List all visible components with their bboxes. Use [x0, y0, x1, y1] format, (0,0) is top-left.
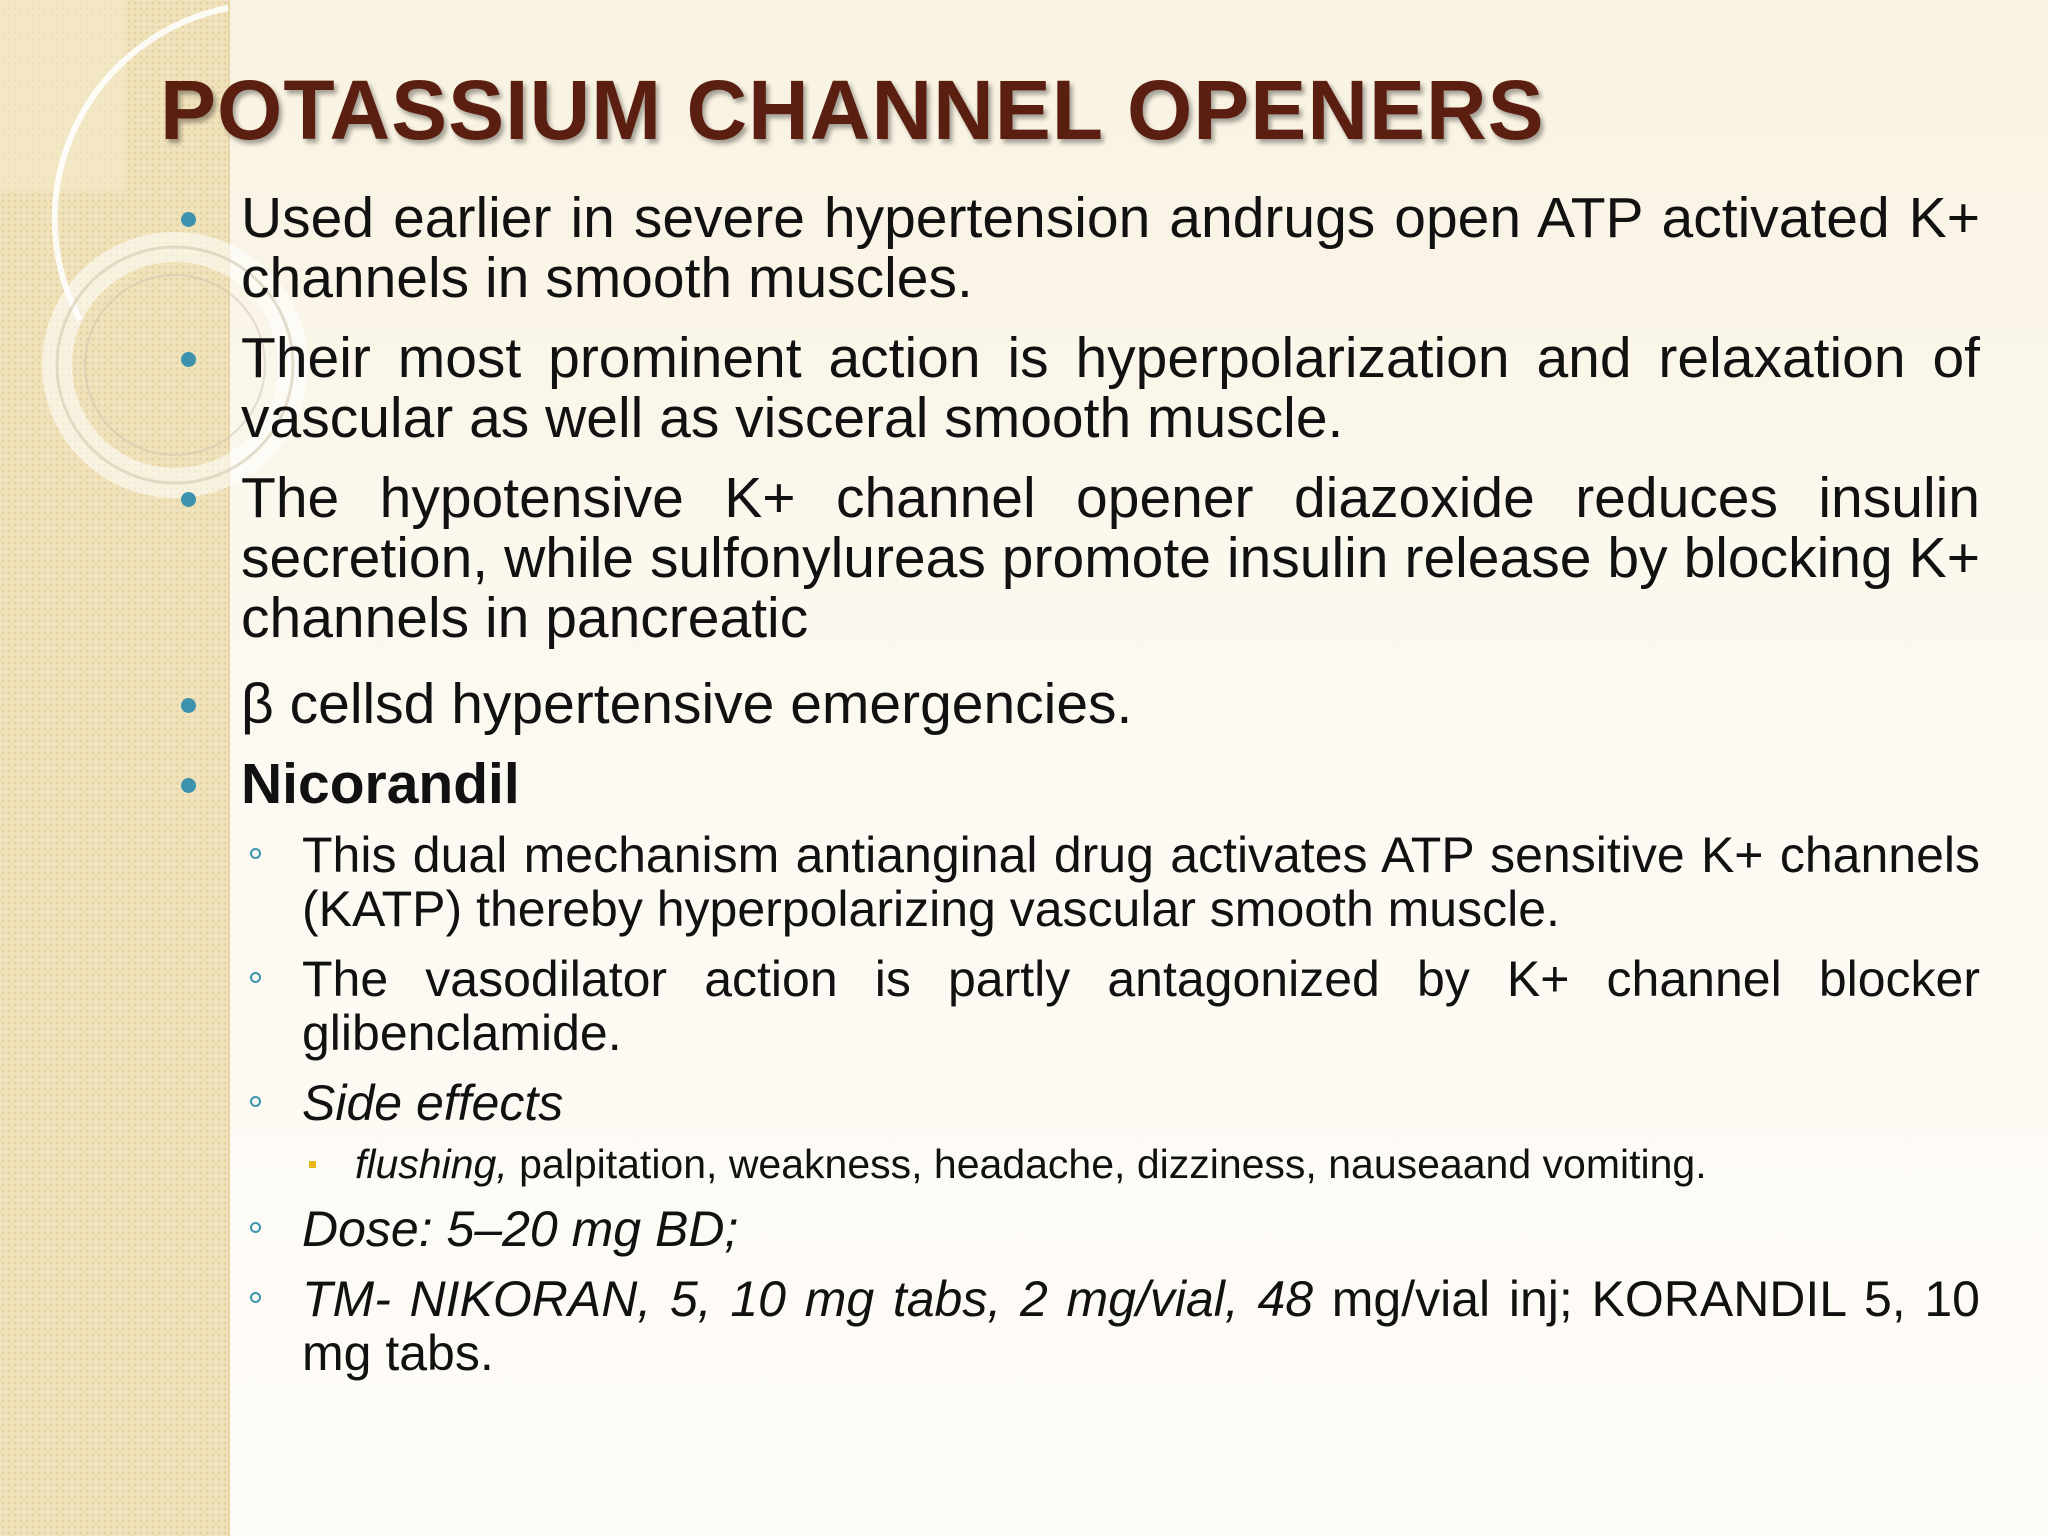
nicorandil-heading: Nicorandil: [241, 752, 520, 816]
sub-bullet-item: [175, 1202, 1980, 1256]
side-effects-rest: palpitation, weakness, headache, dizziness, nauseaand vomiting.: [507, 1141, 1707, 1187]
sub-sub-bullet-item: [175, 1140, 1980, 1188]
slide-title: POTASSIUM CHANNEL OPENERS: [160, 63, 1545, 157]
sub-bullet-ring-icon: [250, 1096, 261, 1107]
sub-sub-bullet-square-icon: [309, 1161, 316, 1168]
sub-bullet-ring-icon: [250, 1222, 261, 1233]
bullet-text: β cellsd hypertensive emergencies.: [241, 672, 1133, 736]
side-effects-label: Side effects: [302, 1075, 564, 1131]
sub-bullet-item: [175, 1272, 1980, 1380]
sub-bullet-text: The vasodilator action is partly antagonized by K+ channel blocker glibenclamide.: [302, 951, 1980, 1061]
bullet-dot-icon: [181, 698, 196, 713]
bullet-item: [175, 674, 1980, 734]
trade-names-rest: mg/vial inj; KORANDIL 5, 10 mg tabs.: [302, 1271, 1980, 1381]
trade-names-italic: TM- NIKORAN, 5, 10 mg tabs, 2 mg/vial, 48: [302, 1271, 1314, 1327]
bullet-text: The hypotensive K+ channel opener diazoxide reduces insulin secretion, while sulfonylureas promote insulin release by blocking K+ channels in pancreatic: [241, 466, 1980, 650]
sub-bullet-item: [175, 828, 1980, 936]
sub-bullet-item: [175, 1076, 1980, 1130]
sub-bullet-ring-icon: [250, 1292, 261, 1303]
side-effect-first: flushing,: [355, 1141, 508, 1187]
bullet-item: [175, 468, 1980, 648]
bullet-item: [175, 188, 1980, 308]
bullet-dot-icon: [181, 778, 196, 793]
bullet-text: Their most prominent action is hyperpolarization and relaxation of vascular as well as visceral smooth muscle.: [241, 326, 1980, 450]
bullet-dot-icon: [181, 212, 196, 227]
bullet-dot-icon: [181, 352, 196, 367]
sub-bullet-ring-icon: [250, 848, 261, 859]
bullet-item-nicorandil: [175, 754, 1980, 814]
sub-bullet-ring-icon: [250, 972, 261, 983]
bullet-dot-icon: [181, 492, 196, 507]
bullet-text: Used earlier in severe hypertension andrugs open ATP activated K+ channels in smooth muscles.: [241, 186, 1980, 310]
slide-body: [175, 188, 1980, 1396]
sub-bullet-text: This dual mechanism antianginal drug activates ATP sensitive K+ channels (KATP) thereby hyperpolarizing vascular smooth muscle.: [302, 827, 1980, 937]
dose-text: Dose: 5–20 mg BD;: [302, 1201, 739, 1257]
bullet-item: [175, 328, 1980, 448]
sub-bullet-item: [175, 952, 1980, 1060]
